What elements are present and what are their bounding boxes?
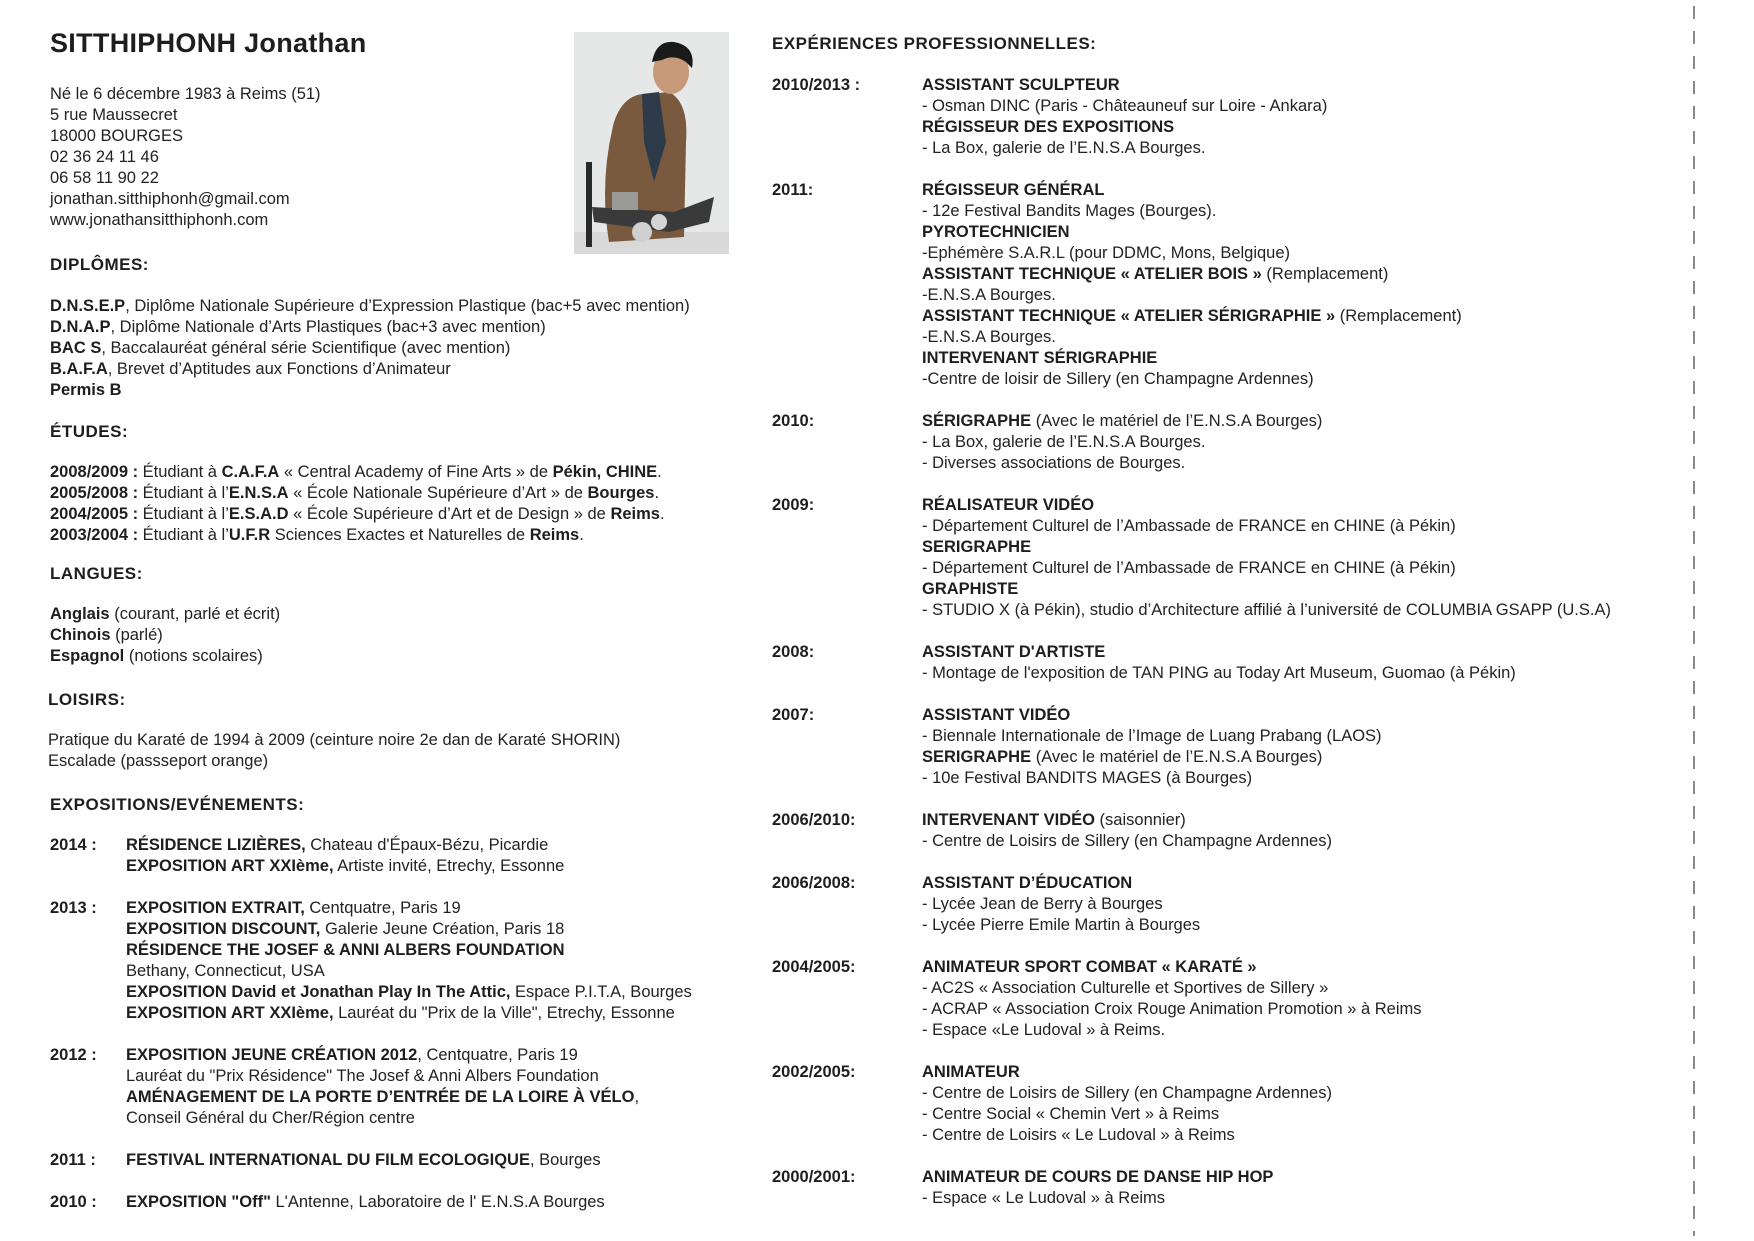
section-heading-loisirs: LOISIRS: xyxy=(48,690,126,709)
experience-line-title: ANIMATEUR xyxy=(922,1063,1020,1081)
experience-year: 2007: xyxy=(772,706,815,724)
experience-year: 2010: xyxy=(772,412,815,430)
exposition-line xyxy=(126,835,564,856)
phone-mobile: 06 58 11 90 22 xyxy=(50,169,159,187)
experience-line-title: RÉGISSEUR GÉNÉRAL xyxy=(922,181,1105,199)
experience-line xyxy=(922,96,1327,117)
experience-details xyxy=(922,957,1422,1041)
birth-info: Né le 6 décembre 1983 à Reims (51) xyxy=(50,85,321,103)
experience-line-title: PYROTECHNICIEN xyxy=(922,223,1070,241)
exposition-line xyxy=(126,1066,639,1087)
diplome-item: B.A.F.A, Brevet d’Aptitudes aux Fonctions d’Animateur xyxy=(50,360,451,378)
experience-line-text: (Remplacement) xyxy=(1335,307,1462,325)
exposition-line xyxy=(126,856,564,877)
etude-item: 2008/2009 : Étudiant à C.A.F.A « Central Academy of Fine Arts » de Pékin, CHINE. xyxy=(50,463,662,481)
etude-item: 2004/2005 : Étudiant à l’E.S.A.D « École Supérieure d’Art et de Design » de Reims. xyxy=(50,505,665,523)
exposition-line-title: RÉSIDENCE LIZIÈRES, xyxy=(126,836,306,854)
experience-line xyxy=(922,75,1327,96)
experience-line xyxy=(922,999,1422,1020)
experience-line xyxy=(922,915,1200,936)
exposition-line-text: Artiste invité, Etrechy, Essonne xyxy=(333,857,565,875)
experience-year: 2000/2001: xyxy=(772,1168,856,1186)
experience-line-title: ASSISTANT SCULPTEUR xyxy=(922,76,1120,94)
contact-block xyxy=(50,84,321,231)
experience-details xyxy=(922,411,1322,474)
section-heading-expositions: EXPOSITIONS/EVÉNEMENTS: xyxy=(50,795,305,814)
experience-details xyxy=(922,642,1516,684)
experience-line-text: - 12e Festival Bandits Mages (Bourges). xyxy=(922,202,1217,220)
experience-year: 2009: xyxy=(772,496,815,514)
exposition-line-text: L'Antenne, Laboratoire de l' E.N.S.A Bourges xyxy=(270,1193,605,1211)
experience-details xyxy=(922,810,1332,852)
exposition-year: 2012 : xyxy=(50,1046,97,1064)
experience-line xyxy=(922,1083,1332,1104)
experience-line xyxy=(922,453,1322,474)
exposition-details xyxy=(126,835,564,877)
langue-item: Espagnol (notions scolaires) xyxy=(50,647,263,665)
experience-details xyxy=(922,75,1327,159)
experience-line-text: -Ephémère S.A.R.L (pour DDMC, Mons, Belgique) xyxy=(922,244,1291,262)
exposition-line xyxy=(126,940,692,961)
portrait-illustration xyxy=(574,32,729,254)
experience-line-text: - Lycée Jean de Berry à Bourges xyxy=(922,895,1163,913)
exposition-line-text: Chateau d'Épaux-Bézu, Picardie xyxy=(305,836,549,854)
experience-line xyxy=(922,1020,1422,1041)
experience-line-text: - Diverses associations de Bourges. xyxy=(922,454,1186,472)
experience-line xyxy=(922,642,1516,663)
exposition-line-text: , Bourges xyxy=(529,1151,601,1169)
exposition-line-text: , xyxy=(634,1088,640,1106)
experience-line xyxy=(922,222,1462,243)
experience-line-title: ASSISTANT D’ÉDUCATION xyxy=(922,874,1133,892)
experience-year: 2006/2010: xyxy=(772,811,856,829)
exposition-line-text: , Centquatre, Paris 19 xyxy=(417,1046,578,1064)
exposition-line xyxy=(126,919,692,940)
loisirs-list xyxy=(48,730,620,772)
experience-line-text: - Espace « Le Ludoval » à Reims xyxy=(922,1189,1166,1207)
experience-line xyxy=(922,810,1332,831)
experience-line-title: SERIGRAPHE xyxy=(922,538,1032,556)
experience-line xyxy=(922,831,1332,852)
diplome-item: BAC S, Baccalauréat général série Scientifique (avec mention) xyxy=(50,339,511,357)
experience-line xyxy=(922,264,1462,285)
experience-year: 2011: xyxy=(772,181,814,199)
exposition-line-title: EXPOSITION JEUNE CRÉATION 2012 xyxy=(126,1046,418,1064)
experience-line-text: - Centre de Loisirs de Sillery (en Champagne Ardennes) xyxy=(922,1084,1332,1102)
experience-year: 2002/2005: xyxy=(772,1063,856,1081)
diplome-item: Permis B xyxy=(50,381,122,399)
experience-line xyxy=(922,894,1200,915)
experience-details xyxy=(922,180,1462,390)
experience-line-title: SERIGRAPHE xyxy=(922,748,1032,766)
experience-line-title: ANIMATEUR SPORT COMBAT « KARATÉ » xyxy=(922,958,1257,976)
experience-line xyxy=(922,411,1322,432)
experience-line-text: - Biennale Internationale de l’Image de Luang Prabang (LAOS) xyxy=(922,727,1382,745)
exposition-line-text: Bethany, Connecticut, USA xyxy=(126,962,325,980)
exposition-line xyxy=(126,1192,605,1213)
experience-line xyxy=(922,1104,1332,1125)
diplome-item: D.N.A.P, Diplôme Nationale d’Arts Plastiques (bac+3 avec mention) xyxy=(50,318,546,336)
experience-details xyxy=(922,705,1382,789)
experience-details xyxy=(922,495,1611,621)
experience-line-text: -E.N.S.A Bourges. xyxy=(922,328,1056,346)
loisir-item: Pratique du Karaté de 1994 à 2009 (ceinture noire 2e dan de Karaté SHORIN) xyxy=(48,731,621,749)
section-heading-langues: LANGUES: xyxy=(50,564,143,583)
experience-line xyxy=(922,747,1382,768)
experience-line xyxy=(922,327,1462,348)
experience-details xyxy=(922,1062,1332,1146)
experience-line xyxy=(922,957,1422,978)
experience-line-text: - La Box, galerie de l’E.N.S.A Bourges. xyxy=(922,139,1206,157)
city-address: 18000 BOURGES xyxy=(50,127,183,145)
phone-landline: 02 36 24 11 46 xyxy=(50,148,159,166)
experience-line-text: - Centre de Loisirs « Le Ludoval » à Reims xyxy=(922,1126,1235,1144)
exposition-line xyxy=(126,961,692,982)
experience-line xyxy=(922,201,1462,222)
experience-line-text: - Département Culturel de l’Ambassade de FRANCE en CHINE (à Pékin) xyxy=(922,517,1456,535)
diplome-item: D.N.S.E.P, Diplôme Nationale Supérieure d’Expression Plastique (bac+5 avec mention) xyxy=(50,297,690,315)
exposition-line xyxy=(126,1045,639,1066)
experience-line-title: ASSISTANT D'ARTISTE xyxy=(922,643,1106,661)
exposition-line xyxy=(126,898,692,919)
experience-line-title: RÉGISSEUR DES EXPOSITIONS xyxy=(922,118,1175,136)
experience-line xyxy=(922,768,1382,789)
experience-line-text: -Centre de loisir de Sillery (en Champagne Ardennes) xyxy=(922,370,1314,388)
exposition-line-title: FESTIVAL INTERNATIONAL DU FILM ECOLOGIQUE xyxy=(126,1151,530,1169)
experience-year: 2010/2013 : xyxy=(772,76,861,94)
portrait-photo xyxy=(574,32,729,254)
cut-line-divider xyxy=(1693,6,1695,1236)
experience-line-text: - Osman DINC (Paris - Châteauneuf sur Loire - Ankara) xyxy=(922,97,1328,115)
cv-name: SITTHIPHONH Jonathan xyxy=(50,28,367,58)
experience-details xyxy=(922,1167,1273,1209)
etude-item: 2003/2004 : Étudiant à l’U.F.R Sciences Exactes et Naturelles de Reims. xyxy=(50,526,584,544)
experience-line xyxy=(922,705,1382,726)
exposition-details xyxy=(126,898,692,1024)
experience-line-text: (Avec le matériel de l’E.N.S.A Bourges) xyxy=(1031,412,1323,430)
experience-line-title: SÉRIGRAPHE xyxy=(922,412,1032,430)
experience-year: 2008: xyxy=(772,643,815,661)
exposition-line-text: Lauréat du "Prix Résidence" The Josef & Anni Albers Foundation xyxy=(126,1067,599,1085)
experience-line-title: ASSISTANT TECHNIQUE « ATELIER SÉRIGRAPHIE » xyxy=(922,307,1336,325)
langue-item: Chinois (parlé) xyxy=(50,626,163,644)
experience-line-text: (Remplacement) xyxy=(1261,265,1389,283)
experience-line-title: ANIMATEUR DE COURS DE DANSE HIP HOP xyxy=(922,1168,1274,1186)
experience-line-title: INTERVENANT SÉRIGRAPHIE xyxy=(922,349,1158,367)
experience-line-text: - STUDIO X (à Pékin), studio d’Architecture affilié à l’université de COLUMBIA GSAPP (U.S.A) xyxy=(922,601,1611,619)
exposition-line-title: EXPOSITION David et Jonathan Play In The Attic, xyxy=(126,983,511,1001)
exposition-line-text: Lauréat du "Prix de la Ville", Etrechy, Essonne xyxy=(333,1004,675,1022)
experience-line xyxy=(922,1062,1332,1083)
experience-line-title: ASSISTANT VIDÉO xyxy=(922,706,1071,724)
experience-line xyxy=(922,285,1462,306)
exposition-year: 2013 : xyxy=(50,899,97,917)
exposition-year: 2014 : xyxy=(50,836,97,854)
experience-year: 2004/2005: xyxy=(772,958,856,976)
experience-line xyxy=(922,558,1611,579)
experience-line-text: - Espace «Le Ludoval » à Reims. xyxy=(922,1021,1166,1039)
experience-line xyxy=(922,495,1611,516)
experience-line xyxy=(922,138,1327,159)
experience-line xyxy=(922,537,1611,558)
experience-line xyxy=(922,600,1611,621)
experience-line-text: - Lycée Pierre Emile Martin à Bourges xyxy=(922,916,1201,934)
experience-line xyxy=(922,180,1462,201)
exposition-line-title: EXPOSITION ART XXIème, xyxy=(126,857,334,875)
experience-line-text: - AC2S « Association Culturelle et Sportives de Sillery » xyxy=(922,979,1329,997)
experience-line-text: (Avec le matériel de l’E.N.S.A Bourges) xyxy=(1031,748,1323,766)
exposition-line-title: EXPOSITION EXTRAIT, xyxy=(126,899,305,917)
section-heading-experiences: EXPÉRIENCES PROFESSIONNELLES: xyxy=(772,34,1097,53)
experience-line xyxy=(922,348,1462,369)
experience-line-text: - Montage de l'exposition de TAN PING au Today Art Museum, Guomao (à Pékin) xyxy=(922,664,1516,682)
exposition-line-text: Galerie Jeune Création, Paris 18 xyxy=(320,920,565,938)
experience-line-text: -E.N.S.A Bourges. xyxy=(922,286,1056,304)
exposition-line-title: EXPOSITION DISCOUNT, xyxy=(126,920,321,938)
exposition-year: 2010 : xyxy=(50,1193,97,1211)
website-link[interactable]: www.jonathansitthiphonh.com xyxy=(50,211,269,229)
langue-item: Anglais (courant, parlé et écrit) xyxy=(50,605,281,623)
exposition-line xyxy=(126,1108,639,1129)
experience-line xyxy=(922,873,1200,894)
experience-line xyxy=(922,663,1516,684)
exposition-line xyxy=(126,1087,639,1108)
experience-line xyxy=(922,432,1322,453)
experience-line-text: - Centre de Loisirs de Sillery (en Champagne Ardennes) xyxy=(922,832,1332,850)
exposition-line-title: RÉSIDENCE THE JOSEF & ANNI ALBERS FOUNDATION xyxy=(126,941,565,959)
experience-line xyxy=(922,978,1422,999)
email-link[interactable]: jonathan.sitthiphonh@gmail.com xyxy=(50,190,290,208)
experience-line xyxy=(922,243,1462,264)
exposition-line xyxy=(126,1003,692,1024)
experience-line xyxy=(922,369,1462,390)
experience-line xyxy=(922,1125,1332,1146)
street-address: 5 rue Maussecret xyxy=(50,106,178,124)
experience-line-text: - Centre Social « Chemin Vert » à Reims xyxy=(922,1105,1220,1123)
experience-line-title: INTERVENANT VIDÉO xyxy=(922,811,1095,829)
experience-line-title: ASSISTANT TECHNIQUE « ATELIER BOIS » xyxy=(922,265,1262,283)
exposition-details xyxy=(126,1045,639,1129)
experience-line xyxy=(922,306,1462,327)
experience-line-text: - La Box, galerie de l’E.N.S.A Bourges. xyxy=(922,433,1206,451)
section-heading-diplomes: DIPLÔMES: xyxy=(50,255,149,274)
experience-details xyxy=(922,873,1200,936)
etudes-list xyxy=(50,462,665,546)
exposition-details xyxy=(126,1192,605,1213)
exposition-year: 2011 : xyxy=(50,1151,96,1169)
exposition-line-text: Centquatre, Paris 19 xyxy=(304,899,461,917)
experience-line-text: - 10e Festival BANDITS MAGES (à Bourges) xyxy=(922,769,1253,787)
experience-line xyxy=(922,516,1611,537)
exposition-line xyxy=(126,982,692,1003)
loisir-item: Escalade (passseport orange) xyxy=(48,752,269,770)
experience-line xyxy=(922,726,1382,747)
experience-line-text: (saisonnier) xyxy=(1094,811,1186,829)
exposition-line-text: Espace P.I.T.A, Bourges xyxy=(510,983,692,1001)
exposition-line-text: Conseil Général du Cher/Région centre xyxy=(126,1109,415,1127)
experience-year: 2006/2008: xyxy=(772,874,856,892)
experience-line-title: GRAPHISTE xyxy=(922,580,1019,598)
experience-line xyxy=(922,579,1611,600)
diplomes-list xyxy=(50,296,690,401)
experience-line xyxy=(922,1167,1273,1188)
etude-item: 2005/2008 : Étudiant à l’E.N.S.A « École Nationale Supérieure d’Art » de Bourges. xyxy=(50,484,660,502)
exposition-details xyxy=(126,1150,601,1171)
experience-line-title: RÉALISATEUR VIDÉO xyxy=(922,496,1095,514)
section-heading-etudes: ÉTUDES: xyxy=(50,422,129,441)
experience-line xyxy=(922,1188,1273,1209)
experience-line-text: - Département Culturel de l’Ambassade de FRANCE en CHINE (à Pékin) xyxy=(922,559,1456,577)
exposition-line-title: AMÉNAGEMENT DE LA PORTE D’ENTRÉE DE LA LOIRE À VÉLO xyxy=(126,1088,635,1106)
exposition-line-title: EXPOSITION ART XXIème, xyxy=(126,1004,334,1022)
exposition-line xyxy=(126,1150,601,1171)
langues-list xyxy=(50,604,280,667)
experience-line xyxy=(922,117,1327,138)
experience-line-text: - ACRAP « Association Croix Rouge Animation Promotion » à Reims xyxy=(922,1000,1422,1018)
exposition-line-title: EXPOSITION "Off" xyxy=(126,1193,271,1211)
